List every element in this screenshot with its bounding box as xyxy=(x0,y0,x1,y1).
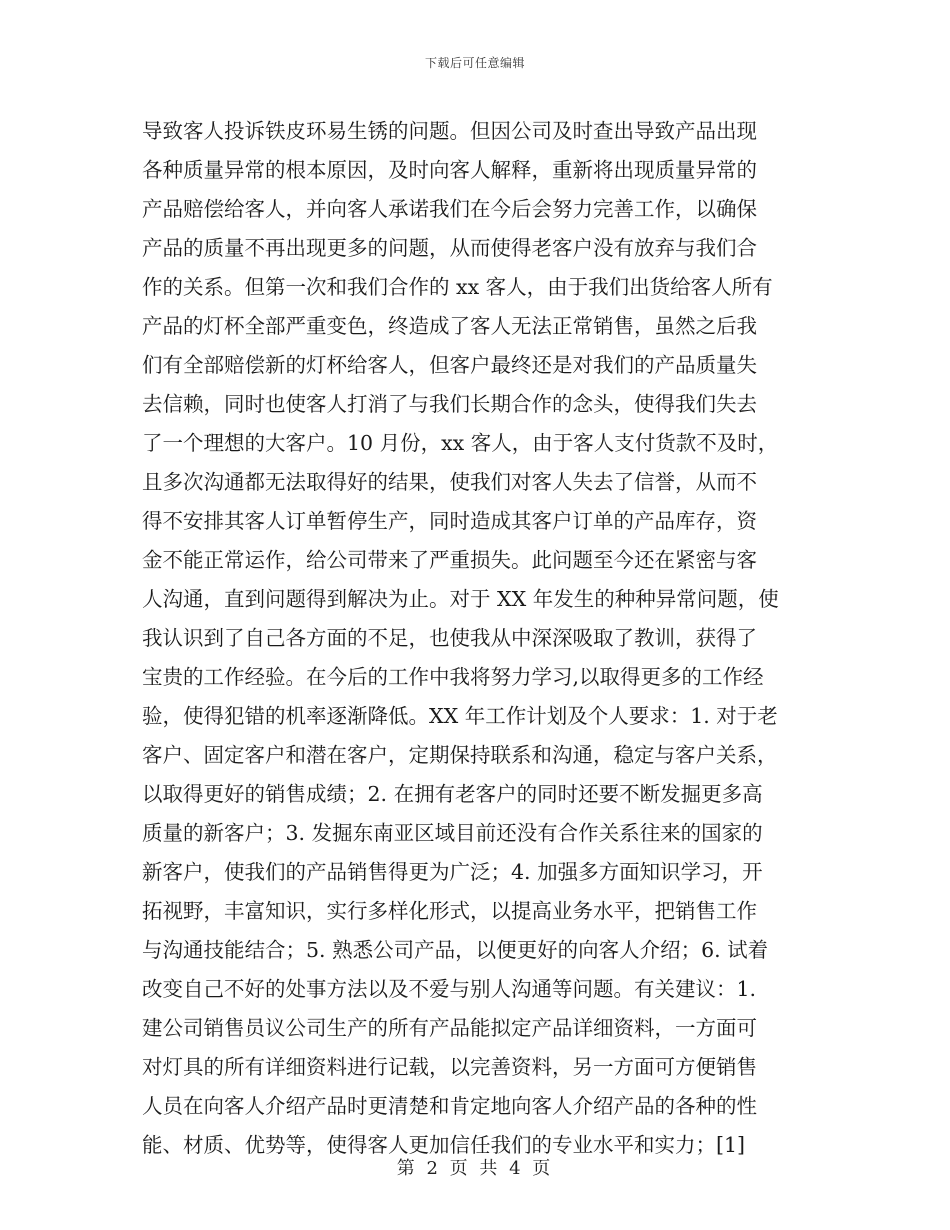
text-line: 新客户，使我们的产品销售得更为广泛；4. 加强多方面知识学习，开 xyxy=(142,860,763,884)
text-line: 对灯具的所有详细资料进行记载，以完善资料，另一方面可方便销售 xyxy=(142,1055,757,1079)
text-line: 建公司销售员议公司生产的所有产品能拟定产品详细资料，一方面可 xyxy=(142,1016,757,1040)
text-line: 与沟通技能结合；5. 熟悉公司产品，以便更好的向客人介绍；6. 试着 xyxy=(142,938,769,962)
text-line: 产品的灯杯全部严重变色，终造成了客人无法正常销售，虽然之后我 xyxy=(142,314,757,338)
text-line: 改变自己不好的处事方法以及不爱与别人沟通等问题。有关建议：1. xyxy=(142,977,757,1001)
text-line: 验，使得犯错的机率逐渐降低。XX 年工作计划及个人要求：1. 对于老 xyxy=(142,704,778,728)
header-note: 下载后可任意编辑 xyxy=(424,56,525,70)
text-line: 金不能正常运作，给公司带来了严重损失。此问题至今还在紧密与客 xyxy=(142,548,757,572)
text-line: 导致客人投诉铁皮环易生锈的问题。但因公司及时查出导致产品出现 xyxy=(142,119,757,143)
text-line: 能、材质、优势等，使得客人更加信任我们的专业水平和实力；[1] xyxy=(142,1133,746,1157)
text-line: 人员在向客人介绍产品时更清楚和肯定地向客人介绍产品的各种的性 xyxy=(142,1094,757,1118)
text-line: 人沟通，直到问题得到解决为止。对于 XX 年发生的种种异常问题，使 xyxy=(142,587,779,611)
text-line: 且多次沟通都无法取得好的结果，使我们对客人失去了信誉，从而不 xyxy=(142,470,757,494)
text-line: 各种质量异常的根本原因，及时向客人解释，重新将出现质量异常的 xyxy=(142,158,757,182)
text-line: 产品的质量不再出现更多的问题，从而使得老客户没有放弃与我们合 xyxy=(142,236,757,260)
text-line: 我认识到了自己各方面的不足，也使我从中深深吸取了教训，获得了 xyxy=(142,626,757,650)
page-number: 第 2 页 共 4 页 xyxy=(396,1158,554,1179)
text-line: 客户、固定客户和潜在客户，定期保持联系和沟通，稳定与客户关系， xyxy=(142,743,778,767)
text-line: 了一个理想的大客户。10 月份，xx 客人，由于客人支付货款不及时， xyxy=(142,431,779,455)
text-line: 宝贵的工作经验。在今后的工作中我将努力学习,以取得更多的工作经 xyxy=(142,665,764,689)
body-text xyxy=(142,112,812,1165)
text-line: 作的关系。但第一次和我们合作的 xx 客人，由于我们出货给客人所有 xyxy=(142,275,773,299)
text-line: 质量的新客户；3. 发掘东南亚区域目前还没有合作关系往来的国家的 xyxy=(142,821,763,845)
text-line: 拓视野，丰富知识，实行多样化形式，以提高业务水平，把销售工作 xyxy=(142,899,757,923)
text-line: 得不安排其客人订单暂停生产，同时造成其客户订单的产品库存，资 xyxy=(142,509,757,533)
text-line: 以取得更好的销售成绩；2. 在拥有老客户的同时还要不断发掘更多高 xyxy=(142,782,763,806)
text-line: 们有全部赔偿新的灯杯给客人，但客户最终还是对我们的产品质量失 xyxy=(142,353,757,377)
text-line: 去信赖，同时也使客人打消了与我们长期合作的念头，使得我们失去 xyxy=(142,392,757,416)
text-line: 产品赔偿给客人，并向客人承诺我们在今后会努力完善工作，以确保 xyxy=(142,197,757,221)
